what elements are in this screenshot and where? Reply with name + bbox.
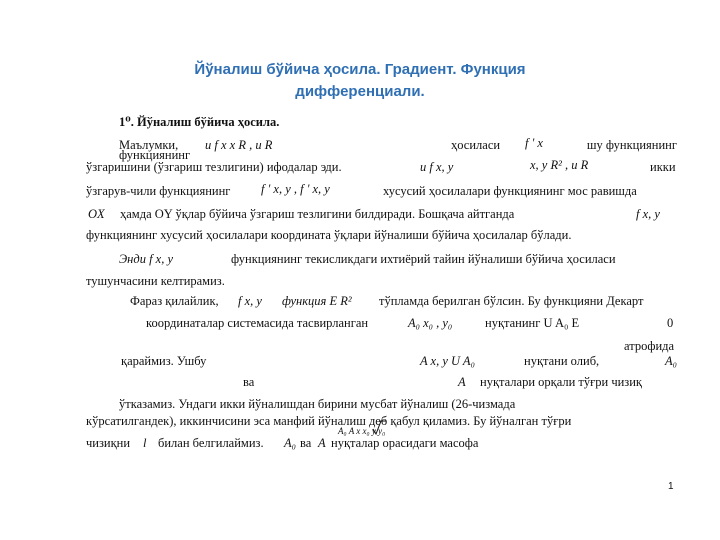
text-fragment: тўпламда берилган бўлсин. Бу функцияни Декарт — [379, 294, 644, 308]
formula: u f x, y — [420, 160, 454, 174]
text-fragment: ўзгарув-чили функциянинг — [86, 184, 231, 198]
sqrt-sign-icon — [372, 420, 386, 436]
formula: l — [143, 436, 147, 450]
formula: f x, y — [636, 207, 660, 221]
text-fragment: нуқталари орқали тўғри чизиқ — [480, 375, 642, 389]
formula: A₀ x₀ , y₀ — [408, 316, 453, 330]
page-title: Йўналиш бўйича ҳосила. Градиент. Функция — [194, 61, 526, 78]
text-fragment: кўрсатилгандек), иккинчисини эса манфий йўналиш деб қабул қиламиз. Бу йўналган тўғри — [86, 414, 572, 428]
text-fragment: нуқтанинг U A₀ E — [485, 316, 580, 330]
text-fragment: тушунчасини келтирамиз. — [86, 274, 225, 288]
section-heading: 1⁰. Йўналиш бўйича ҳосила. — [119, 115, 280, 129]
text-fragment: билан белгилаймиз. — [158, 436, 264, 450]
text-fragment: ўзгаришини (ўзгариш тезлигини) ифодалар эди. — [86, 160, 342, 174]
text-fragment: икки — [650, 160, 676, 174]
text-fragment: хусусий ҳосилалари функциянинг мос равишда — [383, 184, 637, 198]
text-fragment: Фараз қилайлик, — [130, 294, 219, 308]
text-fragment: 0 — [667, 316, 674, 330]
text-fragment: Маълумки, — [119, 138, 179, 152]
text-fragment: ҳосиласи — [451, 138, 501, 152]
formula: f ' x — [525, 136, 543, 150]
formula: Энди f x, y — [119, 252, 174, 266]
formula: функция E R² — [282, 294, 352, 308]
formula: A₀ — [665, 354, 677, 368]
formula: f ' x, y , f ' x, y — [261, 182, 330, 196]
text-fragment: ва — [243, 375, 255, 389]
text-fragment: атрофида — [624, 339, 675, 353]
formula: OX — [88, 207, 105, 221]
text-fragment: ҳамда OY ўқлар бўйича ўзгариш тезлигини билдиради. Бошқача айтганда — [120, 207, 515, 221]
formula: A x, y U A₀ — [420, 354, 475, 368]
text-fragment: ва — [300, 436, 312, 450]
page-number: 1 — [668, 481, 674, 492]
text-fragment: нуқтани олиб, — [524, 354, 600, 368]
text-fragment: нуқталар орасидаги масофа — [331, 436, 479, 450]
text-fragment: координаталар системасида тасвирланган — [146, 316, 369, 330]
text-fragment: функциянинг текисликдаги ихтиёрий тайин йўналиши бўйича ҳосиласи — [231, 252, 616, 266]
text-fragment: қараймиз. Ушбу — [121, 354, 207, 368]
text-fragment: функциянинг хусусий ҳосилалари координата ўқлари йўналиши бўйича ҳосилалар бўлади. — [86, 228, 572, 242]
formula: A — [318, 436, 326, 450]
formula: f x, y — [238, 294, 262, 308]
formula: x, y R² , u R — [530, 158, 589, 172]
text-fragment: чизиқни — [86, 436, 131, 450]
formula: A₀ — [284, 436, 296, 450]
formula: A — [458, 375, 466, 389]
text-fragment: шу функциянинг — [586, 138, 677, 152]
text-fragment-overlap: функциянинг — [119, 148, 191, 162]
page-title-line2: дифференциали. — [295, 83, 425, 100]
formula-overlap: A₀ A x x₀ y y₀ — [338, 426, 386, 436]
formula: u f x x R , u R — [205, 138, 273, 152]
text-fragment: ўтказамиз. Ундаги икки йўналишдан бирини мусбат йўналиш (26-чизмада — [119, 397, 516, 411]
